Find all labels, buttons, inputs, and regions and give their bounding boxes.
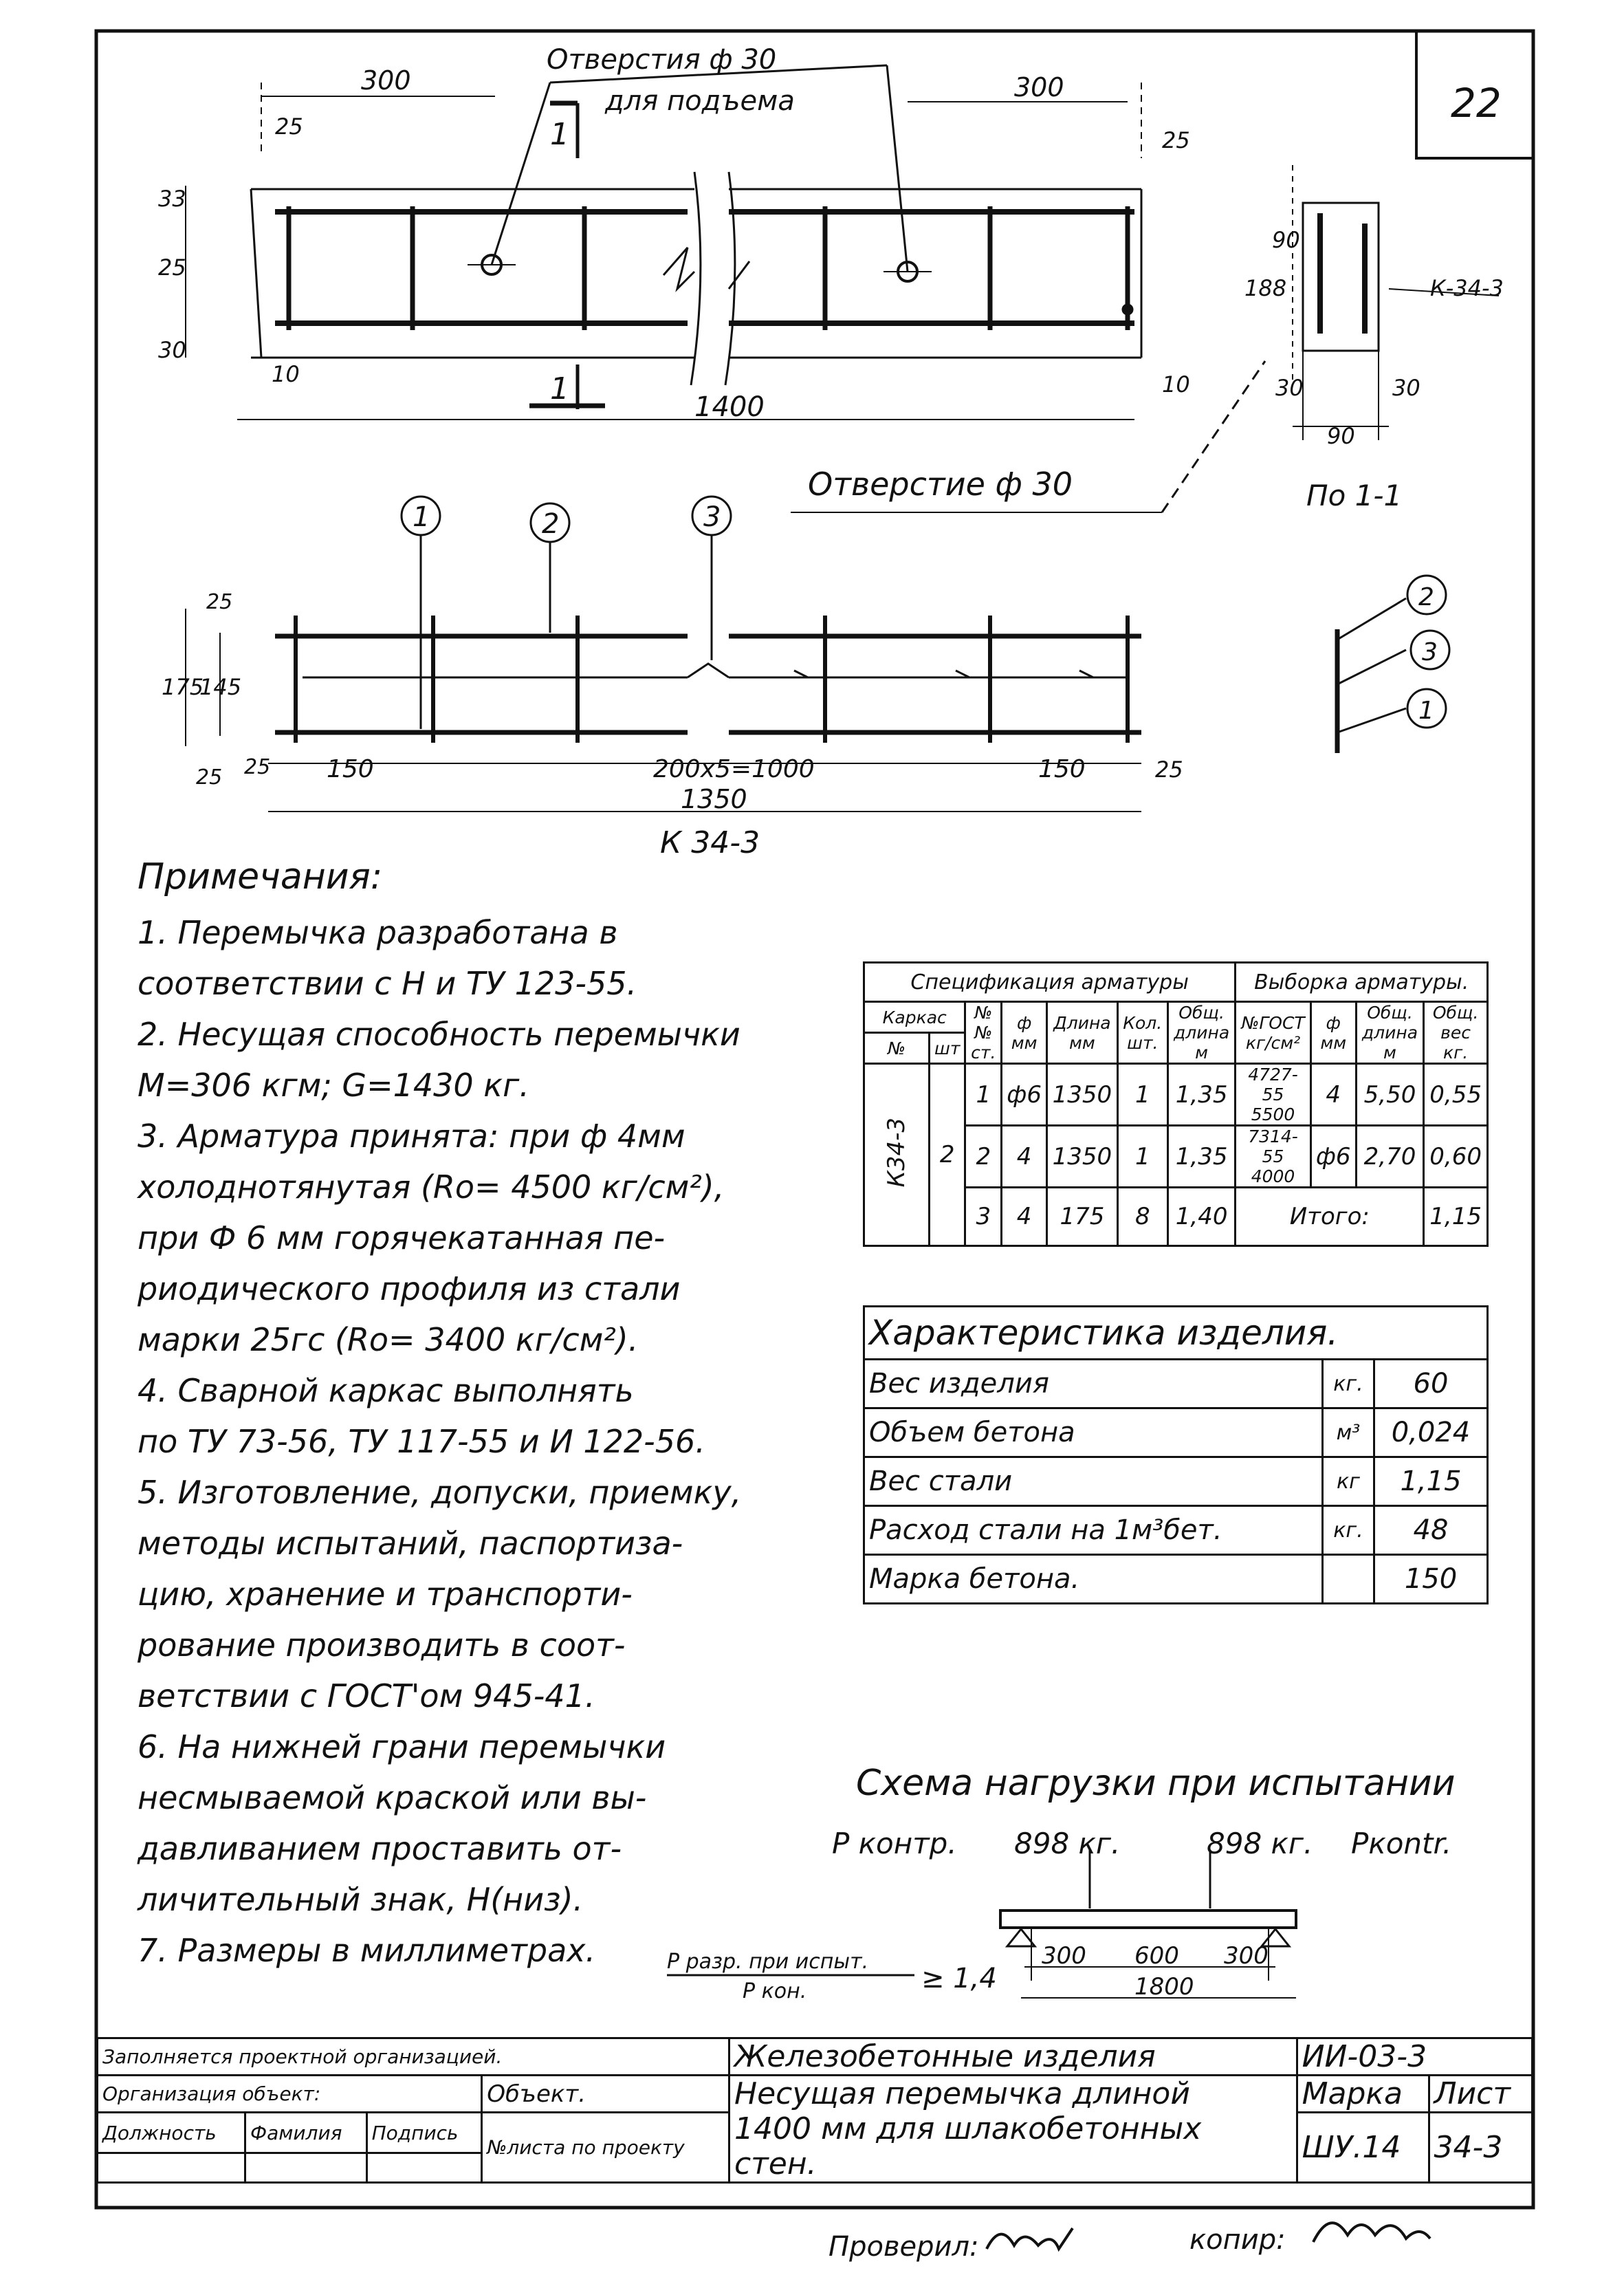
section-callout-2: 2 <box>1418 583 1434 611</box>
load-dim-300b: 300 <box>1224 1942 1269 1970</box>
lift-holes-label-1: Отверстия ф 30 <box>547 44 777 76</box>
header-phi: ф мм <box>1002 1002 1047 1064</box>
sheets-label: №листа по проекту <box>482 2113 729 2183</box>
frame-view <box>186 497 1449 812</box>
char-label: Объем бетона <box>864 1408 1323 1457</box>
header-total-len2: Общ. длина м <box>1356 1002 1423 1064</box>
note-line: по ТУ 73-56, ТУ 117-55 и И 122-56. <box>138 1423 705 1460</box>
note-line: при Ф 6 мм горячекатанная пе- <box>138 1219 666 1256</box>
mark-value: ШУ.14 <box>1297 2113 1429 2183</box>
characteristics-table <box>863 1305 1489 1604</box>
sel-phi: 4 <box>1310 1064 1356 1126</box>
row-nn: 2 <box>965 1126 1002 1188</box>
row-total: 1,35 <box>1167 1126 1235 1188</box>
section-caption: По 1-1 <box>1306 479 1403 512</box>
copied-label: копир: <box>1189 2224 1286 2256</box>
frame-dim-200x5: 200х5=1000 <box>653 755 815 783</box>
char-unit: кг <box>1323 1457 1374 1506</box>
section-callout-1: 1 <box>1418 697 1434 725</box>
frame-dim-145: 145 <box>199 674 242 700</box>
frame-dim-150-left: 150 <box>327 755 374 783</box>
frame-mark-cell <box>864 1064 930 1246</box>
notes-title: Примечания: <box>138 856 383 897</box>
row-total: 1,35 <box>1167 1064 1235 1126</box>
load-dim-1800: 1800 <box>1134 1973 1194 2001</box>
series-title: Железобетонные изделия <box>729 2038 1297 2076</box>
note-line: соответствии с Н и ТУ 123-55. <box>138 965 637 1002</box>
signature-label: Подпись <box>366 2113 482 2153</box>
sel-gost: 7314-55 4000 <box>1236 1126 1310 1188</box>
load-value-right: 898 кг. <box>1207 1827 1313 1860</box>
load-p-right: Ркontr. <box>1351 1827 1452 1860</box>
sel-weight: 0,55 <box>1424 1064 1488 1126</box>
header-n: № <box>864 1033 930 1064</box>
note-line: несмываемой краской или вы- <box>138 1779 647 1816</box>
notes-section <box>138 856 869 1976</box>
frame-dim-25-end: 25 <box>1155 756 1183 783</box>
object-label: Объект. <box>482 2076 729 2113</box>
dim-25-side: 25 <box>158 254 186 281</box>
row-total: 1,40 <box>1167 1188 1235 1246</box>
description-line-2: 1400 мм для шлакобетонных <box>734 2111 1202 2146</box>
frame-dim-1350: 1350 <box>681 784 747 814</box>
section-dim-30-left: 30 <box>1275 375 1304 401</box>
load-ratio-num: Р разр. при испыт. <box>667 1950 869 1974</box>
char-unit: кг. <box>1323 1360 1374 1408</box>
position-label: Должность <box>98 2113 245 2153</box>
section-dim-90-top: 90 <box>1272 227 1300 253</box>
sel-phi: ф6 <box>1310 1126 1356 1188</box>
load-dim-600: 600 <box>1134 1942 1179 1970</box>
header-qty: шт <box>930 1033 965 1064</box>
note-line: рование производить в соот- <box>138 1626 626 1664</box>
row-length: 1350 <box>1047 1064 1118 1126</box>
header-frame: Каркас <box>864 1002 965 1033</box>
copied-signature <box>1313 2223 1430 2242</box>
row-phi: 4 <box>1002 1126 1047 1188</box>
lift-holes-label-2: для подъема <box>605 85 795 117</box>
note-line: 3. Арматура принята: при ф 4мм <box>138 1118 685 1155</box>
header-length: Длина мм <box>1047 1002 1118 1064</box>
note-line: методы испытаний, паспортиза- <box>138 1525 683 1562</box>
sel-gost: 4727-55 5500 <box>1236 1064 1310 1126</box>
row-phi: ф6 <box>1002 1064 1047 1126</box>
note-line: ветствии с ГОСТ'ом 945-41. <box>138 1677 595 1715</box>
frame-dim-25-start: 25 <box>244 755 271 779</box>
callout-2: 2 <box>542 508 560 540</box>
sel-len: 2,70 <box>1356 1126 1423 1188</box>
char-label: Вес изделия <box>864 1360 1323 1408</box>
note-line: цию, хранение и транспорти- <box>138 1576 633 1613</box>
header-nn: №№ ст. <box>965 1002 1002 1064</box>
mark-label: Марка <box>1297 2076 1429 2113</box>
load-ratio-den: Р кон. <box>743 1979 807 2003</box>
char-label: Марка бетона. <box>864 1555 1323 1604</box>
sheet-label: Лист <box>1429 2076 1533 2113</box>
char-value: 1,15 <box>1374 1457 1488 1506</box>
dim-33: 33 <box>158 186 186 212</box>
checked-signature <box>987 2228 1073 2249</box>
note-line: 1. Перемычка разработана в <box>138 914 618 951</box>
section-mark-bottom: 1 <box>550 371 569 406</box>
description-cell <box>729 2076 1297 2183</box>
note-line: 6. На нижней грани перемычки <box>138 1728 666 1765</box>
char-value: 150 <box>1374 1555 1488 1604</box>
dim-10-right: 10 <box>1162 371 1190 398</box>
characteristics-title: Характеристика изделия. <box>864 1307 1488 1360</box>
frame-dim-175: 175 <box>162 674 204 700</box>
header-count: Кол. шт. <box>1117 1002 1167 1064</box>
checked-label: Проверил: <box>829 2231 979 2263</box>
note-line: 4. Сварной каркас выполнять <box>138 1372 634 1409</box>
section-callout-3: 3 <box>1422 638 1438 666</box>
hole-label: Отверстие ф 30 <box>808 466 1073 503</box>
char-value: 60 <box>1374 1360 1488 1408</box>
frame-dim-25-bottom: 25 <box>196 765 223 790</box>
sheet-number: 22 <box>1451 80 1502 127</box>
section-dim-90-bottom: 90 <box>1327 423 1355 449</box>
load-dim-300a: 300 <box>1042 1942 1086 1970</box>
total-value: 1,15 <box>1424 1188 1488 1246</box>
selection-title: Выборка арматуры. <box>1236 963 1488 1002</box>
frame-dim-25-top: 25 <box>206 590 233 614</box>
row-count: 1 <box>1117 1064 1167 1126</box>
frame-qty: 2 <box>930 1064 965 1246</box>
dim-300-left: 300 <box>361 65 411 96</box>
dim-25-right: 25 <box>1162 127 1190 153</box>
sel-len: 5,50 <box>1356 1064 1423 1126</box>
title-block <box>96 2037 1533 2184</box>
spec-title: Спецификация арматуры <box>864 963 1236 1002</box>
dim-30-bottom: 30 <box>158 337 186 363</box>
note-line: марки 25гс (Rо= 3400 кг/см²). <box>138 1321 639 1358</box>
dim-1400: 1400 <box>694 391 765 423</box>
note-line: холоднотянутая (Rо= 4500 кг/см²), <box>138 1168 725 1206</box>
note-line: 2. Несущая способность перемычки <box>138 1016 740 1053</box>
sel-weight: 0,60 <box>1424 1126 1488 1188</box>
row-length: 175 <box>1047 1188 1118 1246</box>
dim-25-left: 25 <box>275 113 303 140</box>
section-dim-188: 188 <box>1244 275 1287 301</box>
frame-dim-150-right: 150 <box>1038 755 1086 783</box>
frame-mark: К34-3 <box>883 1118 910 1188</box>
sheet-value: 34-3 <box>1429 2113 1533 2183</box>
org-object: Организация объект: <box>98 2076 482 2113</box>
series-code: ИИ-03-3 <box>1297 2038 1532 2076</box>
note-line: личительный знак, Н(низ). <box>138 1881 584 1918</box>
char-unit <box>1323 1555 1374 1604</box>
surname-label: Фамилия <box>245 2113 366 2153</box>
note-line: давливанием проставить от- <box>138 1830 622 1867</box>
section-mark-top: 1 <box>550 117 569 152</box>
note-line: 7. Размеры в миллиметрах. <box>138 1932 596 1969</box>
note-line: риодического профиля из стали <box>138 1270 681 1307</box>
row-phi: 4 <box>1002 1188 1047 1246</box>
load-p-left: Р контр. <box>832 1827 957 1860</box>
callout-3: 3 <box>703 501 721 533</box>
dim-10-left: 10 <box>272 361 300 387</box>
char-label: Расход стали на 1м³бет. <box>864 1506 1323 1555</box>
row-nn: 1 <box>965 1064 1002 1126</box>
description-line-1: Несущая перемычка длиной <box>734 2076 1190 2111</box>
char-unit: м³ <box>1323 1408 1374 1457</box>
section-frame-ref: К-34-3 <box>1430 275 1504 301</box>
blank-surname <box>245 2153 366 2183</box>
frame-caption: К 34-3 <box>660 825 760 860</box>
description-line-3: стен. <box>734 2146 817 2181</box>
dim-300-right: 300 <box>1014 72 1064 102</box>
char-unit: кг. <box>1323 1506 1374 1555</box>
blank-signature <box>366 2153 482 2183</box>
header-total-weight: Общ. вес кг. <box>1424 1002 1488 1064</box>
callout-1: 1 <box>413 501 430 533</box>
load-scheme-title: Схема нагрузки при испытании <box>856 1763 1456 1804</box>
top-view <box>186 65 1265 512</box>
note-line: М=306 кгм; G=1430 кг. <box>138 1067 529 1104</box>
spec-table <box>863 961 1489 1247</box>
row-length: 1350 <box>1047 1126 1118 1188</box>
row-count: 1 <box>1117 1126 1167 1188</box>
section-dim-30-right: 30 <box>1392 375 1420 401</box>
blank-position <box>98 2153 245 2183</box>
row-count: 8 <box>1117 1188 1167 1246</box>
char-value: 0,024 <box>1374 1408 1488 1457</box>
note-line: 5. Изготовление, допуски, приемку, <box>138 1474 742 1511</box>
char-label: Вес стали <box>864 1457 1323 1506</box>
load-ratio-value: ≥ 1,4 <box>921 1963 997 1994</box>
char-value: 48 <box>1374 1506 1488 1555</box>
total-label: Итого: <box>1236 1188 1424 1246</box>
load-value-left: 898 кг. <box>1014 1827 1121 1860</box>
row-nn: 3 <box>965 1188 1002 1246</box>
header-total-len: Общ. длина м <box>1167 1002 1235 1064</box>
header-phi2: ф мм <box>1310 1002 1356 1064</box>
header-gost: №ГОСТ кг/см² <box>1236 1002 1310 1064</box>
filled-by: Заполняется проектной организацией. <box>98 2038 729 2076</box>
